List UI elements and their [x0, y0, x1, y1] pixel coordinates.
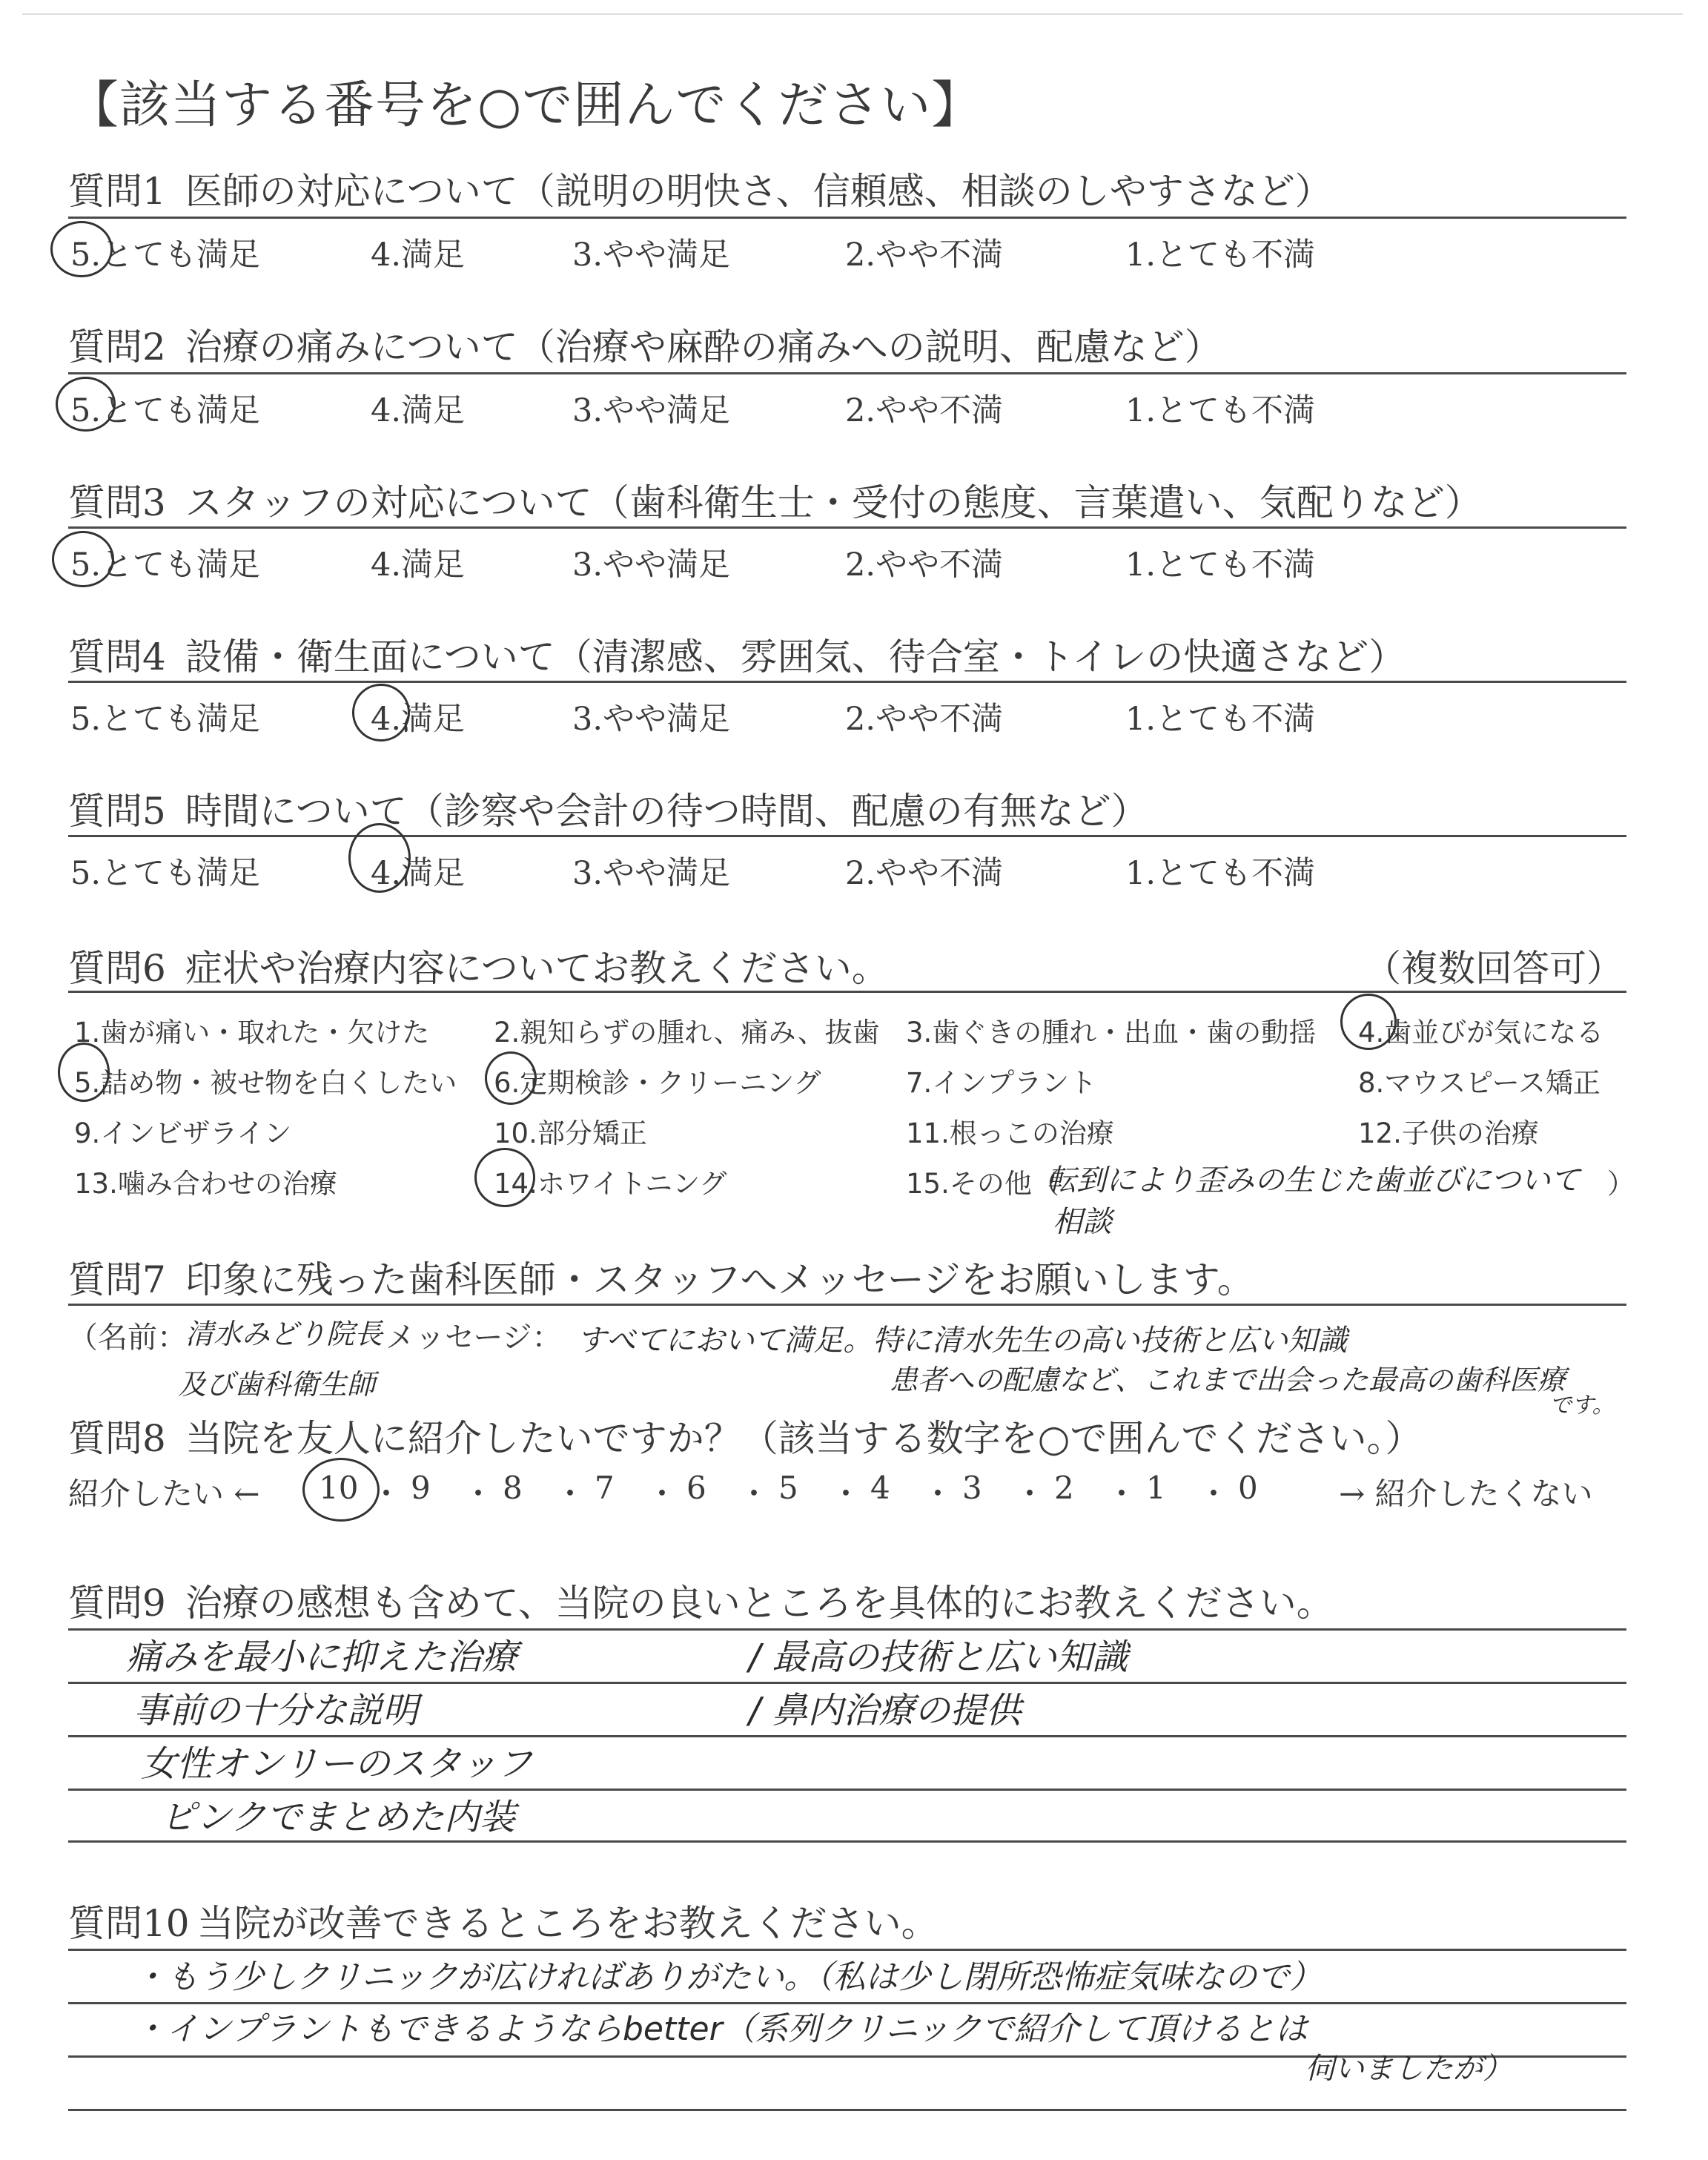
q6-item-12[interactable]: 12.子供の治療	[1358, 1117, 1539, 1149]
q10-answer-2: ・インプラントもできるようならbetter（系列クリニックで紹介して頂けるとは	[133, 2010, 1308, 2048]
q2-option-3[interactable]: 3.やや満足	[572, 392, 731, 429]
question-text: 治療の痛みについて（治療や麻酔の痛みへの説明、配慮など）	[185, 326, 1222, 369]
q5-option-1[interactable]: 1.とても不満	[1125, 855, 1316, 892]
q9-answer-5: / 最高の技術と広い知識	[749, 1636, 1128, 1678]
q6-item-1[interactable]: 1.歯が痛い・取れた・欠けた	[74, 1017, 430, 1048]
q4-option-4[interactable]: 4.満足	[371, 701, 466, 738]
recommend-value-1[interactable]: 1	[1146, 1470, 1166, 1506]
q6-item-7[interactable]: 7.インプラント	[906, 1067, 1097, 1099]
q2-option-2[interactable]: 2.やや不満	[845, 392, 1004, 429]
q6-item-8[interactable]: 8.マウスピース矯正	[1358, 1067, 1601, 1099]
selection-circle	[52, 531, 114, 587]
recommend-value-5[interactable]: 5	[778, 1470, 798, 1506]
selection-circle	[302, 1458, 380, 1522]
selection-circle	[352, 684, 410, 742]
q1-option-1[interactable]: 1.とても不満	[1125, 237, 1316, 274]
q6-item-15-close: ）	[1607, 1168, 1635, 1200]
name-handwritten-2: 及び歯科衛生師	[178, 1368, 376, 1401]
recommend-left-label: 紹介したい ←	[68, 1476, 260, 1512]
selection-circle	[58, 1043, 110, 1102]
q6-item-3[interactable]: 3.歯ぐきの腫れ・出血・歯の動揺	[906, 1017, 1317, 1048]
q4-option-2[interactable]: 2.やや不満	[845, 701, 1004, 738]
question-text: 医師の対応について（説明の明快さ、信頼感、相談のしやすさなど）	[185, 170, 1332, 213]
question-number: 質問7	[68, 1258, 166, 1301]
question-number: 質問10	[68, 1902, 190, 1945]
multiple-answers-note: （複数回答可）	[1364, 947, 1623, 990]
q6-item-11[interactable]: 11.根っこの治療	[906, 1117, 1114, 1149]
message-label: メッセージ：	[385, 1321, 562, 1355]
recommend-right-label: → 紹介したくない	[1339, 1476, 1593, 1512]
divider	[68, 681, 1626, 683]
question-number: 質問1	[68, 170, 166, 213]
q9-answer-6: / 鼻内治療の提供	[749, 1690, 1022, 1731]
q1-option-2[interactable]: 2.やや不満	[845, 237, 1004, 274]
message-handwritten-1: すべてにおいて満足。特に清水先生の高い技術と広い知識	[577, 1324, 1348, 1358]
q9-answer-4: ピンクでまとめた内装	[160, 1797, 516, 1838]
question-number: 質問8	[68, 1417, 166, 1460]
q6-other-handwritten-2: 相談	[1053, 1205, 1112, 1239]
q6-item-14[interactable]: 14.ホワイトニング	[494, 1168, 727, 1200]
recommend-dot: ・	[371, 1476, 403, 1512]
recommend-scale	[319, 1470, 1282, 1514]
q10-answer-3: 伺いましたが）	[1305, 2052, 1512, 2086]
q2-option-4[interactable]: 4.満足	[371, 392, 466, 429]
recommend-value-0[interactable]: 0	[1238, 1470, 1258, 1506]
selection-circle	[50, 221, 113, 277]
question-number: 質問3	[68, 481, 166, 524]
message-handwritten-2: 患者への配慮など、これまで出会った最高の歯科医療	[890, 1364, 1566, 1396]
question-text: 症状や治療内容についてお教えください。	[185, 947, 889, 990]
q9-answer-1: 痛みを最小に抑えた治療	[126, 1636, 518, 1678]
recommend-dot: ・	[1198, 1476, 1230, 1512]
q6-item-5[interactable]: 5.詰め物・被せ物を白くしたい	[74, 1067, 457, 1099]
question-number: 質問2	[68, 326, 166, 369]
q6-item-9[interactable]: 9.インビザライン	[74, 1117, 292, 1149]
q4-option-5[interactable]: 5.とても満足	[70, 701, 261, 738]
divider	[68, 991, 1626, 993]
recommend-value-7[interactable]: 7	[595, 1470, 615, 1506]
q5-option-4[interactable]: 4.満足	[371, 855, 466, 892]
divider	[68, 2109, 1626, 2111]
question-text: 設備・衛生面について（清潔感、雰囲気、待合室・トイレの快適さなど）	[185, 635, 1406, 678]
recommend-value-6[interactable]: 6	[686, 1470, 706, 1506]
question-text: 当院を友人に紹介したいですか？（該当する数字を○で囲んでください。）	[185, 1417, 1423, 1460]
selection-circle	[474, 1148, 535, 1207]
name-prefix-label: （名前：	[68, 1321, 187, 1355]
question-1	[68, 162, 1332, 215]
q3-option-1[interactable]: 1.とても不満	[1125, 546, 1316, 584]
divider	[68, 217, 1626, 219]
question-number: 質問4	[68, 635, 166, 678]
q6-item-15[interactable]: 15.その他（	[906, 1168, 1059, 1200]
q3-option-4[interactable]: 4.満足	[371, 546, 466, 584]
question-4	[68, 627, 1406, 681]
recommend-value-8[interactable]: 8	[503, 1470, 523, 1506]
question-number: 質問6	[68, 947, 166, 990]
question-text: 時間について（診察や会計の待つ時間、配慮の有無など）	[185, 790, 1148, 833]
page-title: 【該当する番号を○で囲んでください】	[68, 76, 983, 135]
question-6	[68, 939, 889, 992]
selection-circle	[56, 377, 116, 432]
q6-item-6[interactable]: 6.定期検診・クリーニング	[494, 1067, 821, 1099]
q10-answer-1: ・もう少しクリニックが広ければありがたい。（私は少し閉所恐怖症気味なので）	[133, 1958, 1323, 1996]
recommend-value-9[interactable]: 9	[411, 1470, 431, 1506]
question-8	[68, 1409, 1422, 1462]
recommend-dot: ・	[830, 1476, 862, 1512]
q6-other-handwritten: 転到により歪みの生じた歯並びについて	[1047, 1163, 1580, 1198]
q6-item-4[interactable]: 4.歯並びが気になる	[1358, 1017, 1604, 1048]
divider	[68, 1840, 1626, 1843]
name-handwritten: 清水みどり院長	[185, 1318, 383, 1350]
recommend-dot: ・	[922, 1476, 954, 1512]
divider	[68, 835, 1626, 837]
q1-option-5[interactable]: 5.とても満足	[70, 237, 261, 274]
recommend-value-2[interactable]: 2	[1054, 1470, 1074, 1506]
q1-option-3[interactable]: 3.やや満足	[572, 237, 731, 274]
q5-option-3[interactable]: 3.やや満足	[572, 855, 731, 892]
question-2	[68, 317, 1222, 371]
selection-circle	[348, 823, 411, 893]
recommend-dot: ・	[463, 1476, 494, 1512]
q5-option-2[interactable]: 2.やや不満	[845, 855, 1004, 892]
recommend-dot: ・	[555, 1476, 586, 1512]
recommend-value-3[interactable]: 3	[962, 1470, 982, 1506]
q3-option-3[interactable]: 3.やや満足	[572, 546, 731, 584]
q1-option-4[interactable]: 4.満足	[371, 237, 466, 274]
q6-item-13[interactable]: 13.噛み合わせの治療	[74, 1168, 337, 1200]
question-number: 質問5	[68, 790, 166, 833]
page-top-border	[22, 13, 1683, 15]
divider	[68, 372, 1626, 374]
recommend-value-10[interactable]: 10	[319, 1470, 359, 1506]
q6-item-2[interactable]: 2.親知らずの腫れ、痛み、抜歯	[494, 1017, 880, 1048]
recommend-dot: ・	[1014, 1476, 1046, 1512]
divider	[68, 526, 1626, 529]
question-9	[68, 1573, 1334, 1627]
question-3	[68, 473, 1482, 526]
q2-option-5[interactable]: 5.とても満足	[70, 392, 261, 429]
q3-option-5[interactable]: 5.とても満足	[70, 546, 261, 584]
question-text: スタッフの対応について（歯科衛生士・受付の態度、言葉遣い、気配りなど）	[185, 481, 1482, 524]
recommend-dot: ・	[738, 1476, 770, 1512]
question-5	[68, 782, 1148, 835]
recommend-value-4[interactable]: 4	[870, 1470, 890, 1506]
q6-item-10[interactable]: 10.部分矯正	[494, 1117, 647, 1149]
divider	[68, 1304, 1626, 1306]
q5-option-5[interactable]: 5.とても満足	[70, 855, 261, 892]
question-number: 質問9	[68, 1582, 166, 1625]
question-text: 当院が改善できるところをお教えください。	[196, 1902, 939, 1945]
question-text: 印象に残った歯科医師・スタッフへメッセージをお願いします。	[185, 1258, 1254, 1301]
q4-option-3[interactable]: 3.やや満足	[572, 701, 731, 738]
q2-option-1[interactable]: 1.とても不満	[1125, 392, 1316, 429]
question-10	[68, 1894, 939, 1947]
q3-option-2[interactable]: 2.やや不満	[845, 546, 1004, 584]
question-text: 治療の感想も含めて、当院の良いところを具体的にお教えください。	[185, 1582, 1334, 1625]
selection-circle	[485, 1051, 537, 1105]
recommend-dot: ・	[1106, 1476, 1138, 1512]
q9-answer-2: 事前の十分な説明	[133, 1690, 419, 1731]
q9-answer-3: 女性オンリーのスタッフ	[141, 1743, 533, 1785]
q4-option-1[interactable]: 1.とても不満	[1125, 701, 1316, 738]
recommend-dot: ・	[646, 1476, 678, 1512]
message-handwritten-3: です。	[1549, 1393, 1615, 1418]
selection-circle	[1340, 994, 1397, 1050]
question-7	[68, 1250, 1254, 1304]
